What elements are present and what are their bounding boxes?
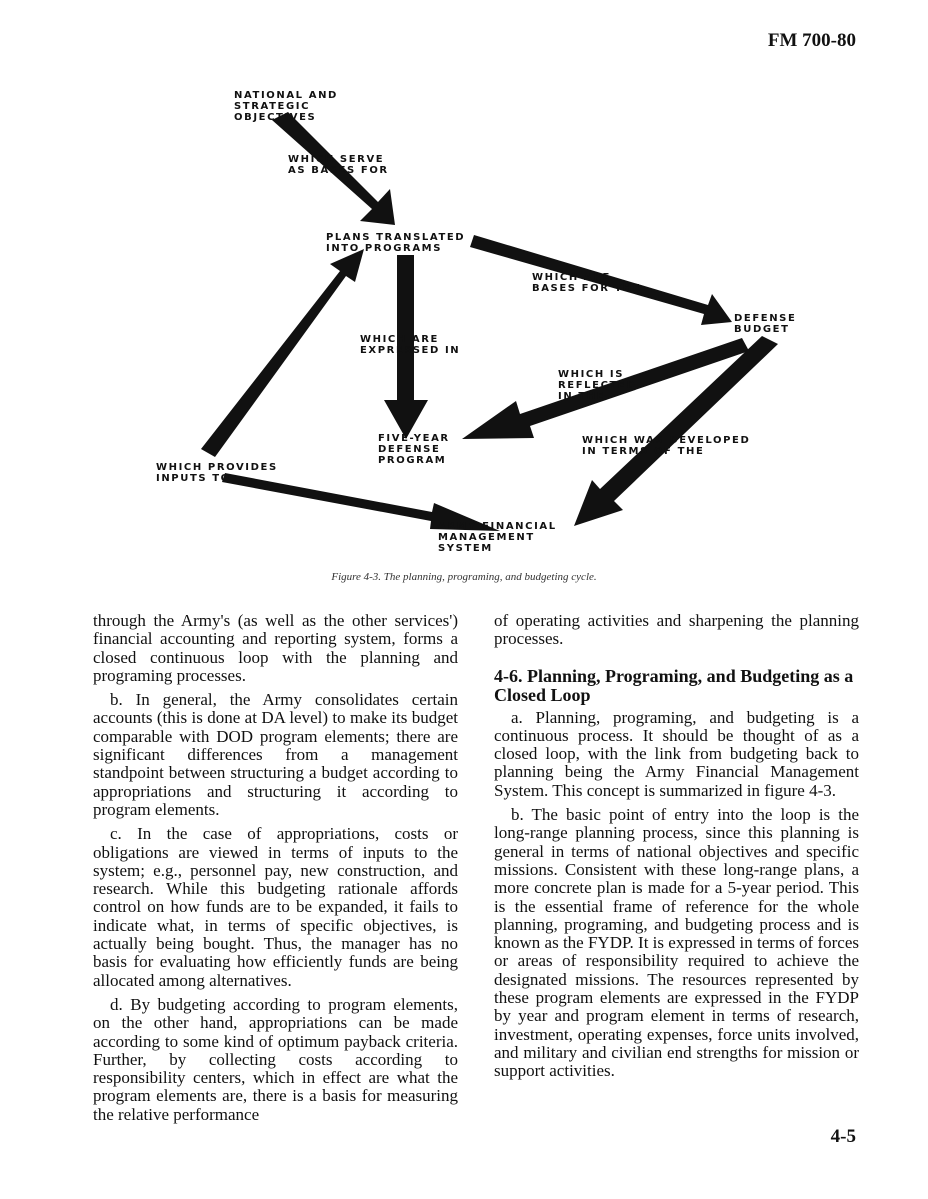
- label-fydp: FIVE-YEAR DEFENSE PROGRAM: [378, 433, 450, 466]
- paragraph: through the Army's (as well as the other services') financial accounting and reporting system, forms a closed continuous loop with the planning and programing processes.: [93, 611, 458, 685]
- document-id: FM 700-80: [767, 30, 856, 51]
- ppb-cycle-diagram: [140, 85, 820, 565]
- diagram-arrows: [140, 85, 820, 565]
- label-plans-translated: PLANS TRANSLATED INTO PROGRAMS: [326, 232, 466, 254]
- section-heading: 4-6. Planning, Programing, and Budgeting as a Closed Loop: [494, 665, 854, 705]
- right-column: [494, 612, 859, 1087]
- label-defense-budget: DEFENSE BUDGET: [734, 313, 797, 335]
- label-which-expressed: WHICH ARE EXPRESSED IN: [360, 334, 461, 356]
- label-which-provides: WHICH PROVIDES INPUTS TO: [156, 462, 278, 484]
- figure-caption: Figure 4-3. The planning, programing, and budgeting cycle.: [331, 571, 597, 583]
- arrow-provides-to-plans: [201, 249, 364, 457]
- label-which-are-bases: WHICH ARE BASES FOR THE: [532, 272, 642, 294]
- paragraph: b. In general, the Army consolidates certain accounts (this is done at DA level) to make its budget comparable with DOD program elements; there are significant differences from a management standpoint between structuring a budget according to appropriations and structuring it according to program elements.: [93, 690, 458, 819]
- paragraph: d. By budgeting according to program elements, on the other hand, appropriations can be made according to some kind of optimum payback criteria. Further, by collecting costs according to responsibility centers, which in effect are what the program elements are, there is a basis for measuring the relative performance: [93, 994, 458, 1124]
- label-which-reflected: WHICH IS REFLECTED IN THE: [558, 369, 637, 402]
- paragraph: c. In the case of appropriations, costs or obligations are viewed in terms of inputs to the system; e.g., personnel pay, new construction, and research. While this budgeting rationale affords control on how funds are to be expanded, it fails to indicate what, in terms of specific objectives, is actually being bought. Thus, the manager has no basis for evaluating how efficiently funds are being allocated among alternatives.: [93, 824, 458, 990]
- paragraph: a. Planning, programing, and budgeting is a continuous process. It should be thought of as a closed loop, with the link from budgeting back to planning being the Army Financial Management System. This concept is summarized in figure 4-3.: [494, 707, 859, 800]
- label-national-objectives: NATIONAL AND STRATEGIC OBJECTIVES: [234, 90, 338, 123]
- paragraph: of operating activities and sharpening the planning processes.: [494, 611, 859, 649]
- label-which-developed: WHICH WAS DEVELOPED IN TERMS OF THE: [582, 435, 751, 457]
- left-column: [93, 612, 458, 1130]
- page-number: 4-5: [830, 1126, 856, 1147]
- label-afms: ARMY FINANCIAL MANAGEMENT SYSTEM: [438, 521, 557, 554]
- label-which-serve: WHICH SERVE AS BASES FOR: [288, 154, 389, 176]
- paragraph: b. The basic point of entry into the loop is the long-range planning process, since this planning is general in terms of national objectives and specific missions. Consistent with these long-range plans, a more concrete plan is made for a 5-year period. This is the essential frame of reference for the whole planning, programing, and budgeting process and is known as the FYDP. It is expressed in terms of forces or areas of responsibility required to achieve the designated missions. The resources represented by these program elements are expressed in the FYDP by year and program element in terms of research, investment, operating expenses, force units involved, and military and civilian end strengths for mission or support activities.: [494, 805, 859, 1081]
